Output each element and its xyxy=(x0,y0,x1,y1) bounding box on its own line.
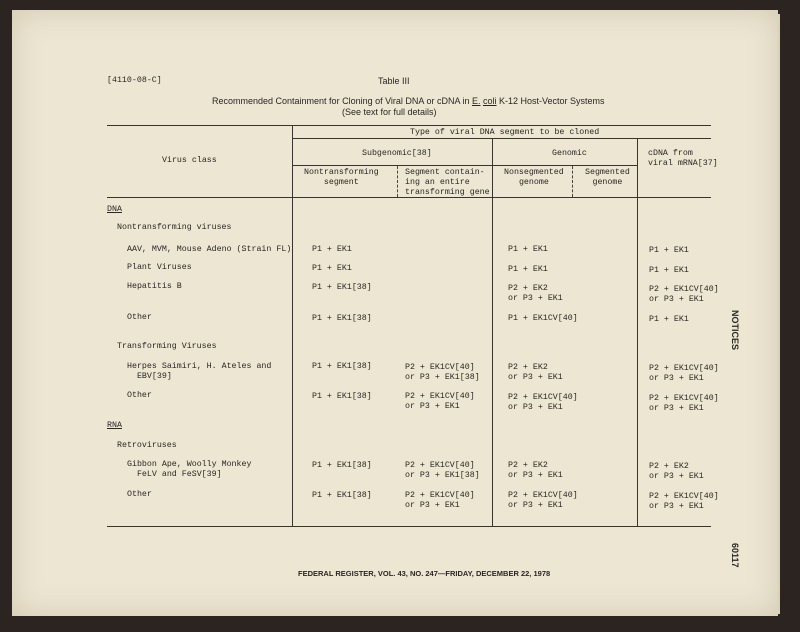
section-retroviruses: Retroviruses xyxy=(117,441,177,450)
col-divider-4 xyxy=(397,166,398,197)
row-name: Plant Viruses xyxy=(127,263,192,272)
header-nonsegmented: Nonsegmented genome xyxy=(504,168,564,187)
row-name: AAV, MVM, Mouse Adeno (Strain FL) xyxy=(127,245,292,254)
cell-cdna: P1 + EK1 xyxy=(649,246,689,255)
cell-nontransforming: P1 + EK1[38] xyxy=(312,392,372,401)
header-segment-containing: Segment contain- ing an entire transforming gene xyxy=(405,168,490,197)
row-name: Other xyxy=(127,313,152,322)
section-rna: RNA xyxy=(107,421,122,430)
cell-nonsegmented: P2 + EK1CV[40] or P3 + EK1 xyxy=(508,491,578,510)
cell-cdna: P2 + EK1CV[40] or P3 + EK1 xyxy=(649,394,719,413)
cell-nonsegmented: P1 + EK1 xyxy=(508,245,548,254)
cell-nonsegmented: P2 + EK2 or P3 + EK1 xyxy=(508,284,563,303)
cell-segment-containing: P2 + EK1CV[40] or P3 + EK1 xyxy=(405,392,475,411)
cell-cdna: P2 + EK1CV[40] or P3 + EK1 xyxy=(649,364,719,383)
table-bottom-rule xyxy=(107,526,711,527)
cell-nontransforming: P1 + EK1 xyxy=(312,264,352,273)
section-nontransforming-viruses: Nontransforming viruses xyxy=(117,223,232,232)
col-divider-5 xyxy=(572,166,573,197)
row-name: Hepatitis B xyxy=(127,282,182,291)
cell-nonsegmented: P1 + EK1 xyxy=(508,265,548,274)
table-caption: Recommended Containment for Cloning of Viral DNA or cDNA in E. coli K-12 Host-Vector Systems xyxy=(212,96,605,106)
cell-nonsegmented: P2 + EK1CV[40] or P3 + EK1 xyxy=(508,393,578,412)
header-subgenomic: Subgenomic[38] xyxy=(362,149,432,158)
cell-cdna: P1 + EK1 xyxy=(649,315,689,324)
header-type-span: Type of viral DNA segment to be cloned xyxy=(410,128,600,137)
footer-citation: FEDERAL REGISTER, VOL. 43, NO. 247—FRIDAY, DECEMBER 22, 1978 xyxy=(298,569,551,578)
cell-nonsegmented: P2 + EK2 or P3 + EK1 xyxy=(508,461,563,480)
cell-nonsegmented: P2 + EK2 or P3 + EK1 xyxy=(508,363,563,382)
cell-cdna: P2 + EK1CV[40] or P3 + EK1 xyxy=(649,492,719,511)
cell-nontransforming: P1 + EK1[38] xyxy=(312,461,372,470)
cell-nontransforming: P1 + EK1 xyxy=(312,245,352,254)
row-name: Gibbon Ape, Woolly Monkey FeLV and FeSV[39] xyxy=(127,460,252,479)
side-label-notices: NOTICES xyxy=(730,310,740,351)
cell-cdna: P1 + EK1 xyxy=(649,266,689,275)
row-name: Other xyxy=(127,490,152,499)
col-divider-2 xyxy=(492,139,493,526)
header-nontransforming: Nontransforming segment xyxy=(304,168,379,187)
header-segmented: Segmented genome xyxy=(585,168,630,187)
header-cdna: cDNA from viral mRNA[37] xyxy=(648,149,718,168)
cell-cdna: P2 + EK1CV[40] or P3 + EK1 xyxy=(649,285,719,304)
row-name: Herpes Saimiri, H. Ateles and EBV[39] xyxy=(127,362,272,381)
col-divider-1 xyxy=(292,126,293,526)
cell-segment-containing: P2 + EK1CV[40] or P3 + EK1 xyxy=(405,491,475,510)
doc-code: [4110-08-C] xyxy=(107,76,162,85)
table-label: Table III xyxy=(378,76,410,86)
header-rule-2 xyxy=(292,165,637,166)
col-divider-3 xyxy=(637,139,638,526)
section-dna: DNA xyxy=(107,205,122,214)
table-caption-note: (See text for full details) xyxy=(342,107,437,117)
cell-nontransforming: P1 + EK1[38] xyxy=(312,362,372,371)
header-virus-class: Virus class xyxy=(162,156,217,165)
header-genomic: Genomic xyxy=(552,149,587,158)
document-page xyxy=(12,10,778,616)
cell-nontransforming: P1 + EK1[38] xyxy=(312,314,372,323)
cell-nonsegmented: P1 + EK1CV[40] xyxy=(508,314,578,323)
table-top-rule xyxy=(107,125,711,126)
section-transforming-viruses: Transforming Viruses xyxy=(117,342,217,351)
cell-nontransforming: P1 + EK1[38] xyxy=(312,283,372,292)
cell-nontransforming: P1 + EK1[38] xyxy=(312,491,372,500)
cell-cdna: P2 + EK2 or P3 + EK1 xyxy=(649,462,704,481)
cell-segment-containing: P2 + EK1CV[40] or P3 + EK1[38] xyxy=(405,363,480,382)
cell-segment-containing: P2 + EK1CV[40] or P3 + EK1[38] xyxy=(405,461,480,480)
header-rule-1 xyxy=(292,138,711,139)
page-number: 60117 xyxy=(730,543,740,568)
row-name: Other xyxy=(127,391,152,400)
